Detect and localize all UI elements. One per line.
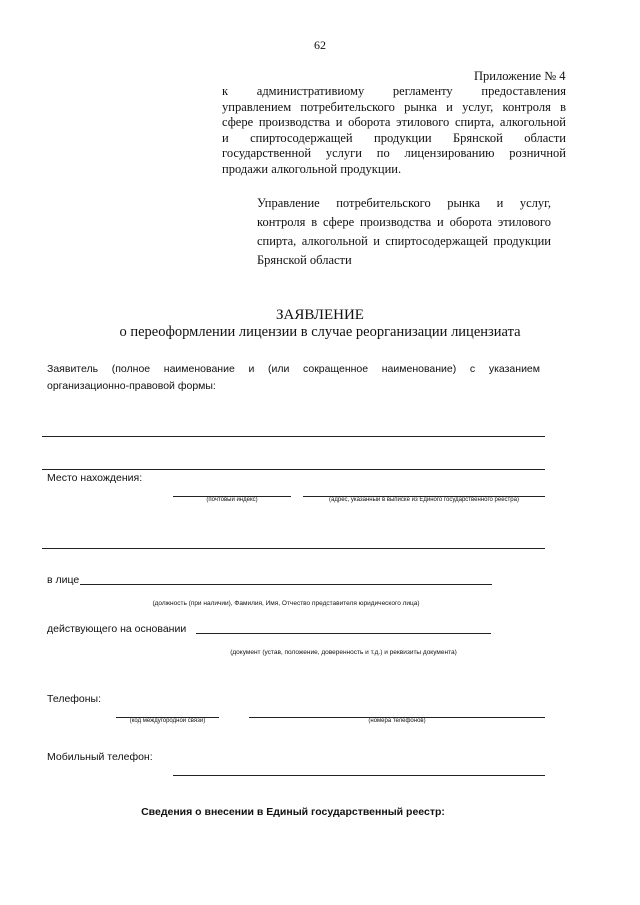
appendix-line: сфере производства и оборота этилового спирта, алкогольной: [222, 115, 566, 129]
document-title: ЗАЯВЛЕНИЕ: [276, 307, 364, 323]
person-caption: (должность (при наличии), Фамилия, Имя, Отчество представителя юридического лица): [152, 600, 420, 607]
mobile-field[interactable]: [173, 775, 545, 776]
location-line-2[interactable]: [42, 548, 545, 549]
basis-label: действующего на основании: [47, 623, 187, 635]
person-field[interactable]: [80, 584, 492, 585]
page-number: 62: [314, 38, 326, 52]
addressee-line: контроля в сфере производства и оборота этилового: [257, 215, 551, 229]
appendix-title: Приложение № 4: [474, 69, 566, 83]
postal-index-caption: (почтовый индекс): [206, 497, 258, 503]
location-label: Место нахождения:: [47, 472, 143, 484]
addressee-line: Брянской области: [257, 253, 352, 267]
appendix-line: и спиртосодержащей продукции Брянской области: [222, 130, 566, 145]
basis-field[interactable]: [196, 633, 491, 634]
appendix-line: государственной услуги по лицензированию розничной: [222, 146, 566, 160]
registry-section-title: Сведения о внесении в Единый государственный реестр:: [141, 806, 445, 818]
appendix-text: [222, 84, 566, 177]
document-subtitle: о переоформлении лицензии в случае реорганизации лицензиата: [119, 324, 521, 340]
basis-caption: (документ (устав, положение, доверенность и т.д.) и реквизиты документа): [230, 649, 457, 656]
applicant-line-2[interactable]: [42, 469, 545, 470]
applicant-label: Заявитель (полное наименование и (или сокращенное наименование) с указанием: [47, 363, 540, 375]
area-code-caption: (код междугородной связи): [129, 718, 206, 724]
phones-label: Телефоны:: [47, 693, 102, 705]
appendix-line: управлением потребительского рынка и услуг, контроля в: [222, 99, 566, 114]
addressee-line: Управление потребительского рынка и услуг,: [257, 196, 551, 210]
addressee-line: спирта, алкогольной и спиртосодержащей продукции: [257, 234, 551, 248]
mobile-label: Мобильный телефон:: [47, 751, 153, 763]
phone-number-caption: (номера телефонов): [368, 718, 426, 724]
applicant-label-cont: организационно-правовой формы:: [47, 380, 216, 392]
appendix-line: к административиому регламенту предоставления: [222, 84, 566, 98]
applicant-line-1[interactable]: [42, 436, 545, 437]
addressee-block: [257, 194, 551, 270]
appendix-line: продажи алкогольной продукции.: [222, 161, 402, 176]
address-caption: (адрес, указанный в выписке из Единого государственного реестра): [329, 497, 519, 503]
person-label: в лице: [47, 574, 80, 586]
